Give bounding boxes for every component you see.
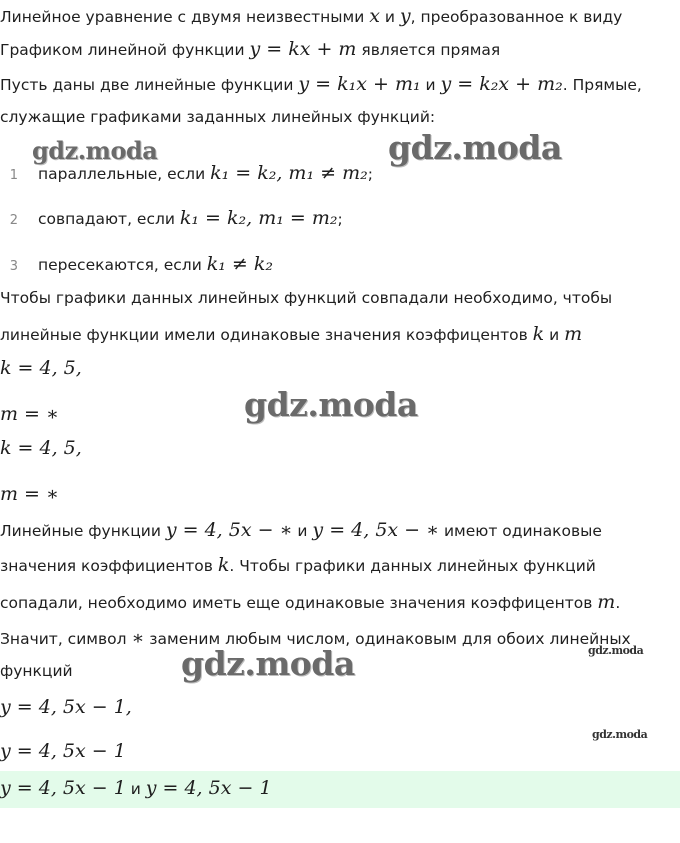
text: Пусть даны две линейные функции — [0, 76, 299, 94]
text: заменим любым числом, одинаковым для обоих линейных — [144, 630, 631, 648]
math: x — [369, 5, 380, 27]
watermark: gdz.moda — [181, 644, 355, 683]
list-number: 3 — [9, 259, 18, 274]
math: ∗ — [131, 627, 145, 649]
math-line: m = ∗ — [0, 483, 59, 505]
list-item — [4, 253, 273, 275]
math: k₁ ≠ k₂ — [206, 253, 273, 275]
text: значения коэффициентов — [0, 557, 218, 575]
math: y = 4, 5x − ∗ — [312, 519, 440, 541]
text: совпадают, если — [38, 210, 180, 228]
answer-line — [0, 777, 272, 799]
text-line — [0, 73, 642, 95]
text: ; — [337, 210, 343, 228]
math: m — [564, 323, 583, 345]
watermark: gdz.moda — [388, 128, 562, 167]
text: . Прямые, — [562, 76, 642, 94]
text: параллельные, если — [38, 165, 211, 183]
text: является прямая — [356, 41, 501, 59]
list-item — [4, 207, 343, 229]
watermark: gdz.moda — [592, 728, 648, 741]
text: и — [125, 780, 146, 798]
text: Линейные функции — [0, 522, 166, 540]
text-line — [0, 323, 582, 345]
text: и — [420, 76, 441, 94]
list-item — [4, 162, 373, 184]
math: k — [217, 554, 230, 576]
text: функций — [0, 662, 73, 680]
text: линейные функции имели одинаковые значения коэффицентов — [0, 326, 533, 344]
math: k₁ = k₂, m₁ = m₂ — [179, 207, 338, 229]
math-line: y = 4, 5x − 1 — [0, 740, 126, 762]
math-line: m = ∗ — [0, 403, 59, 425]
text-line — [0, 554, 596, 576]
math: y = kx + m — [249, 38, 357, 60]
math: y = 4, 5x − ∗ — [165, 519, 293, 541]
text-line — [0, 38, 500, 60]
math-line: k = 4, 5, — [0, 357, 82, 379]
list-number: 2 — [9, 213, 18, 228]
text: служащие графиками заданных линейных функций: — [0, 108, 436, 126]
text: , преобразованное к виду — [410, 8, 623, 26]
text-line — [0, 5, 622, 27]
text: Линейное уравнение с двумя неизвестными — [0, 8, 370, 26]
text: сопадали, необходимо иметь еще одинаковые значения коэффицентов — [0, 594, 598, 612]
math: y = k₁x + m₁ — [298, 73, 421, 95]
text-line — [0, 289, 612, 307]
text-line — [0, 591, 620, 613]
list-number: 1 — [9, 168, 18, 183]
text: . — [615, 594, 621, 612]
math: m — [597, 591, 616, 613]
text: Графиком линейной функции — [0, 41, 250, 59]
math: y = 4, 5x − 1 — [145, 777, 272, 799]
math: y = k₂x + m₂ — [440, 73, 563, 95]
watermark: gdz.moda — [32, 136, 158, 165]
math-line: k = 4, 5, — [0, 437, 82, 459]
math-line: y = 4, 5x − 1, — [0, 696, 132, 718]
math: y — [399, 5, 411, 27]
math: k — [532, 323, 545, 345]
text: и — [379, 8, 400, 26]
text: Чтобы графики данных линейных функций совпадали необходимо, чтобы — [0, 289, 613, 307]
text-line — [0, 108, 435, 126]
text-line — [0, 662, 73, 680]
math: y = 4, 5x − 1 — [0, 777, 126, 799]
watermark: gdz.moda — [588, 644, 644, 657]
text: пересекаются, если — [38, 256, 207, 274]
text-line — [0, 519, 602, 541]
text: и — [544, 326, 565, 344]
text: . Чтобы графики данных линейных функций — [229, 557, 596, 575]
text: и — [292, 522, 313, 540]
text: Значит, символ — [0, 630, 132, 648]
math: k₁ = k₂, m₁ ≠ m₂ — [210, 162, 368, 184]
text: имеют одинаковые — [439, 522, 602, 540]
text: ; — [367, 165, 373, 183]
watermark: gdz.moda — [244, 385, 418, 424]
